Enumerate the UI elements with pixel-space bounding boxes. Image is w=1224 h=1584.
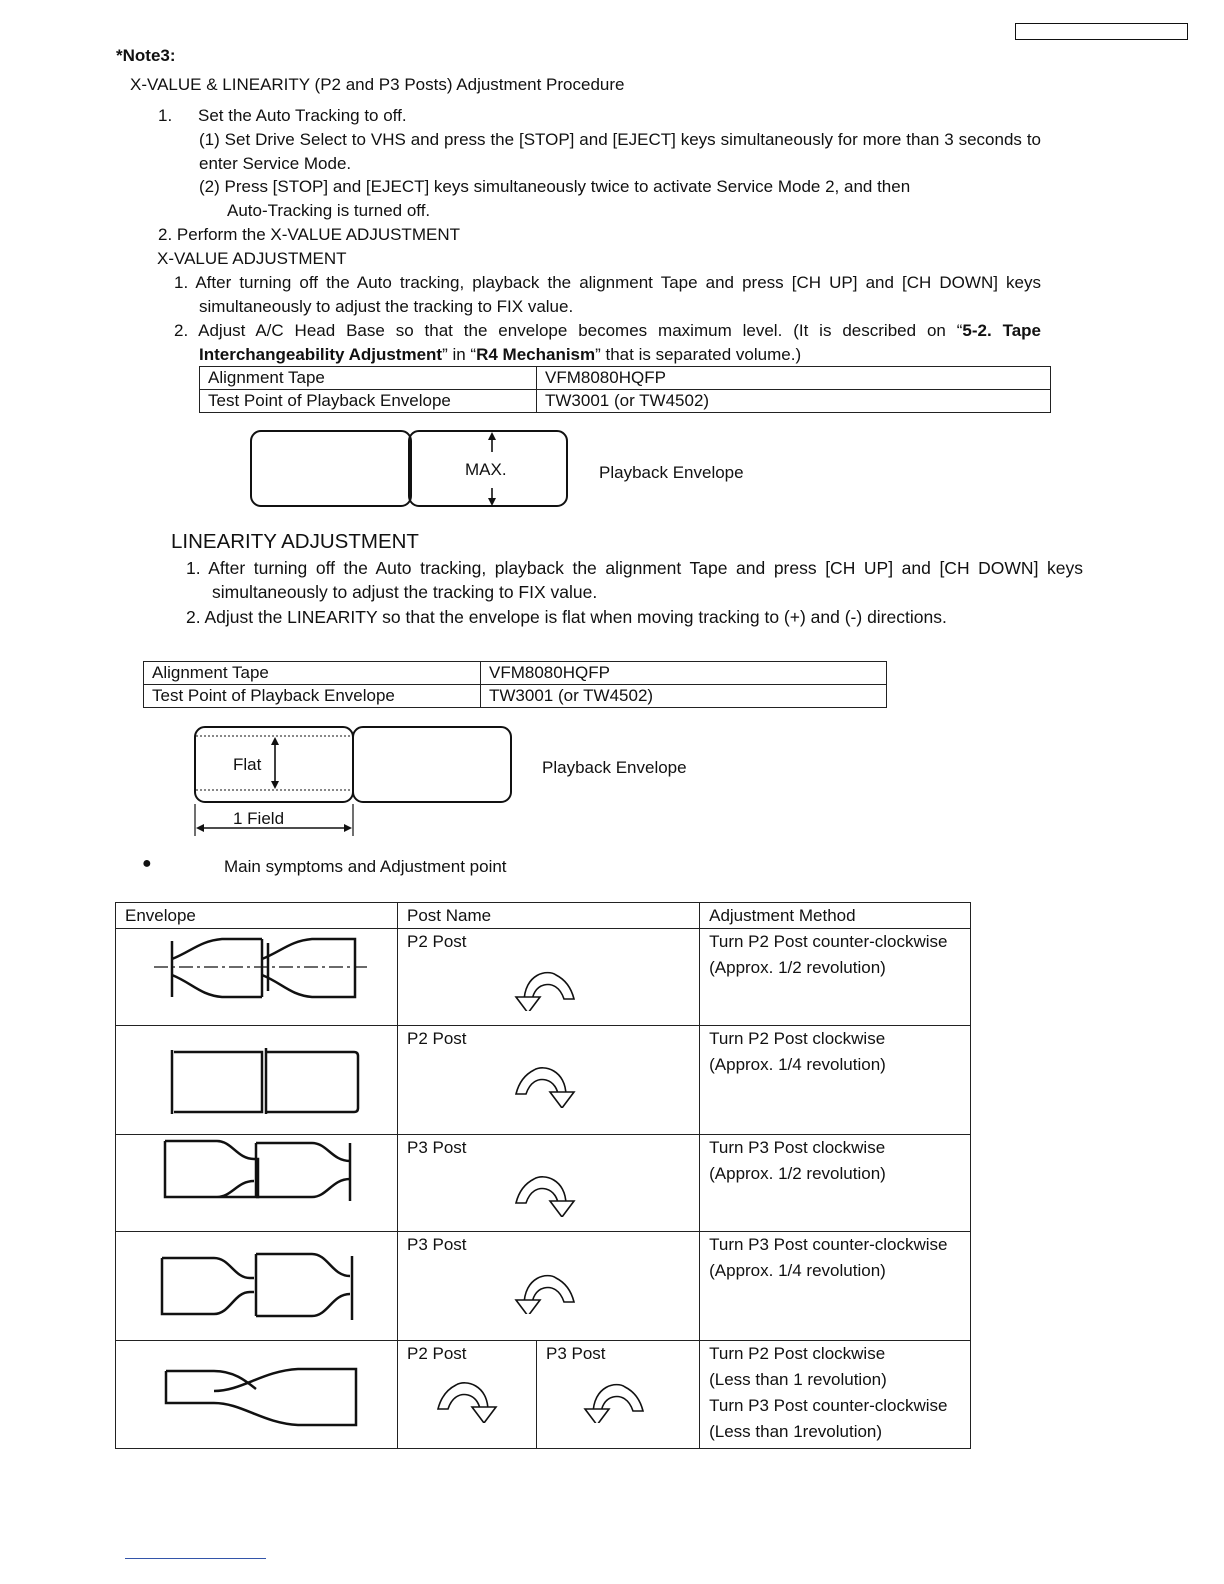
post-name: P3 Post [546, 1344, 606, 1363]
xvalue-step-2-mid: ” in “ [442, 345, 477, 364]
envelope-pattern-4 [122, 1232, 392, 1336]
step-1-text: Set the Auto Tracking to off. [198, 106, 407, 125]
symptoms-title: Main symptoms and Adjustment point [224, 857, 507, 876]
bullet-icon: ● [142, 855, 152, 872]
method-cell [700, 1135, 971, 1232]
xvalue-step-1 [174, 271, 1041, 319]
xvalue-step-2-ref-section: 5-2. Tape Interchangeability Adjustment [199, 321, 1042, 364]
table-cell: VFM8080HQFP [537, 367, 1051, 390]
linearity-step-1-text: 1. After turning off the Auto tracking, playback the alignment Tape and press [CH UP] and [CH DOWN] keys simultaneously to adjust the tracking to FIX value. [186, 558, 1083, 602]
envelope-pattern-5 [122, 1341, 392, 1445]
table-cell: TW3001 (or TW4502) [537, 390, 1051, 413]
method-line: (Approx. 1/4 revolution) [709, 1055, 886, 1074]
max-envelope-diagram [248, 428, 573, 510]
xvalue-step-2 [174, 319, 1041, 367]
method-line: Turn P2 Post clockwise [709, 1344, 886, 1363]
procedure-title: X-VALUE & LINEARITY (P2 and P3 Posts) Adjustment Procedure [130, 75, 625, 94]
max-label: MAX. [465, 460, 507, 479]
method-line: (Less than 1 revolution) [709, 1370, 887, 1389]
envelope-pattern-2 [122, 1026, 392, 1130]
xvalue-step-2-ref-volume: R4 Mechanism [476, 345, 596, 364]
table-row [200, 367, 1051, 390]
header-post-name: Post Name [398, 903, 700, 929]
table-cell: Alignment Tape [200, 367, 537, 390]
method-line: Turn P3 Post counter-clockwise [709, 1235, 948, 1254]
one-field-label: 1 Field [233, 809, 285, 828]
page-number-box [1015, 23, 1188, 40]
linearity-diagram-caption: Playback Envelope [542, 758, 687, 777]
clockwise-arrow-icon [398, 1367, 536, 1423]
envelope-pattern-3 [122, 1135, 392, 1229]
linearity-step-1 [186, 556, 1083, 604]
envelope-cell [116, 1232, 398, 1341]
method-cell [700, 1341, 971, 1449]
method-line: (Approx. 1/2 revolution) [709, 1164, 886, 1183]
clockwise-arrow-icon [398, 1161, 658, 1217]
table-row [200, 390, 1051, 413]
note-title: *Note3: [116, 46, 176, 65]
linearity-spec-table [143, 661, 887, 708]
post-cell [398, 1232, 700, 1341]
post-name: P3 Post [407, 1138, 467, 1157]
post-name: P3 Post [407, 1235, 467, 1254]
table-row [144, 662, 887, 685]
envelope-pattern-1 [122, 929, 392, 1023]
xvalue-heading: X-VALUE ADJUSTMENT [157, 249, 347, 268]
post-cell [398, 1135, 700, 1232]
counter-clockwise-arrow-icon [537, 1367, 687, 1423]
post-name: P2 Post [407, 1029, 467, 1048]
method-cell [700, 1232, 971, 1341]
post-name: P2 Post [407, 932, 467, 951]
step-1b-line1: (2) Press [STOP] and [EJECT] keys simultaneously twice to activate Service Mode 2, and then [199, 177, 911, 196]
table-row [116, 1026, 971, 1135]
xvalue-spec-table [199, 366, 1051, 413]
table-header-row [116, 903, 971, 929]
envelope-cell [116, 1341, 398, 1449]
header-adjustment-method: Adjustment Method [700, 903, 971, 929]
method-line: (Approx. 1/2 revolution) [709, 958, 886, 977]
header-envelope: Envelope [116, 903, 398, 929]
post-cell-p2 [398, 1341, 537, 1449]
table-row [116, 1135, 971, 1232]
table-row [116, 1341, 971, 1449]
envelope-cell [116, 1026, 398, 1135]
table-cell: TW3001 (or TW4502) [481, 685, 887, 708]
linearity-heading: LINEARITY ADJUSTMENT [171, 530, 419, 553]
post-cell [398, 929, 700, 1026]
method-line: Turn P3 Post counter-clockwise [709, 1396, 948, 1415]
symptoms-table [115, 902, 971, 1449]
envelope-cell [116, 929, 398, 1026]
envelope-cell [116, 1135, 398, 1232]
xvalue-step-2-post: ” that is separated volume.) [595, 345, 802, 364]
step-2: 2. Perform the X-VALUE ADJUSTMENT [158, 225, 460, 244]
counter-clockwise-arrow-icon [398, 1258, 658, 1314]
method-line: Turn P3 Post clockwise [709, 1138, 886, 1157]
footer-rule [125, 1558, 266, 1559]
post-cell-p3 [537, 1341, 700, 1449]
table-cell: VFM8080HQFP [481, 662, 887, 685]
table-row [116, 929, 971, 1026]
flat-label: Flat [233, 755, 262, 774]
xvalue-diagram-caption: Playback Envelope [599, 463, 744, 482]
method-line: (Approx. 1/4 revolution) [709, 1261, 886, 1280]
table-row [144, 685, 887, 708]
step-1a [199, 128, 1041, 176]
step-1a-text: (1) Set Drive Select to VHS and press the [STOP] and [EJECT] keys simultaneously for more than 3 seconds to enter Service Mode. [199, 130, 1041, 173]
linearity-step-2: 2. Adjust the LINEARITY so that the envelope is flat when moving tracking to (+) and (-) directions. [186, 607, 947, 627]
post-cell [398, 1026, 700, 1135]
method-line: Turn P2 Post counter-clockwise [709, 932, 948, 951]
xvalue-step-2-pre: 2. Adjust A/C Head Base so that the envelope becomes maximum level. (It is described on “ [174, 321, 963, 340]
method-cell [700, 929, 971, 1026]
step-1-number: 1. [158, 106, 173, 125]
table-cell: Test Point of Playback Envelope [200, 390, 537, 413]
counter-clockwise-arrow-icon [398, 955, 658, 1011]
method-cell [700, 1026, 971, 1135]
xvalue-step-1-text: 1. After turning off the Auto tracking, playback the alignment Tape and press [CH UP] and [CH DOWN] keys simultaneously to adjust the tracking to FIX value. [174, 273, 1041, 316]
step-1b-line2: Auto-Tracking is turned off. [227, 201, 431, 220]
table-cell: Alignment Tape [144, 662, 481, 685]
method-line: Turn P2 Post clockwise [709, 1029, 886, 1048]
table-row [116, 1232, 971, 1341]
clockwise-arrow-icon [398, 1052, 658, 1108]
table-cell: Test Point of Playback Envelope [144, 685, 481, 708]
method-line: (Less than 1revolution) [709, 1422, 883, 1441]
post-name: P2 Post [407, 1344, 467, 1363]
